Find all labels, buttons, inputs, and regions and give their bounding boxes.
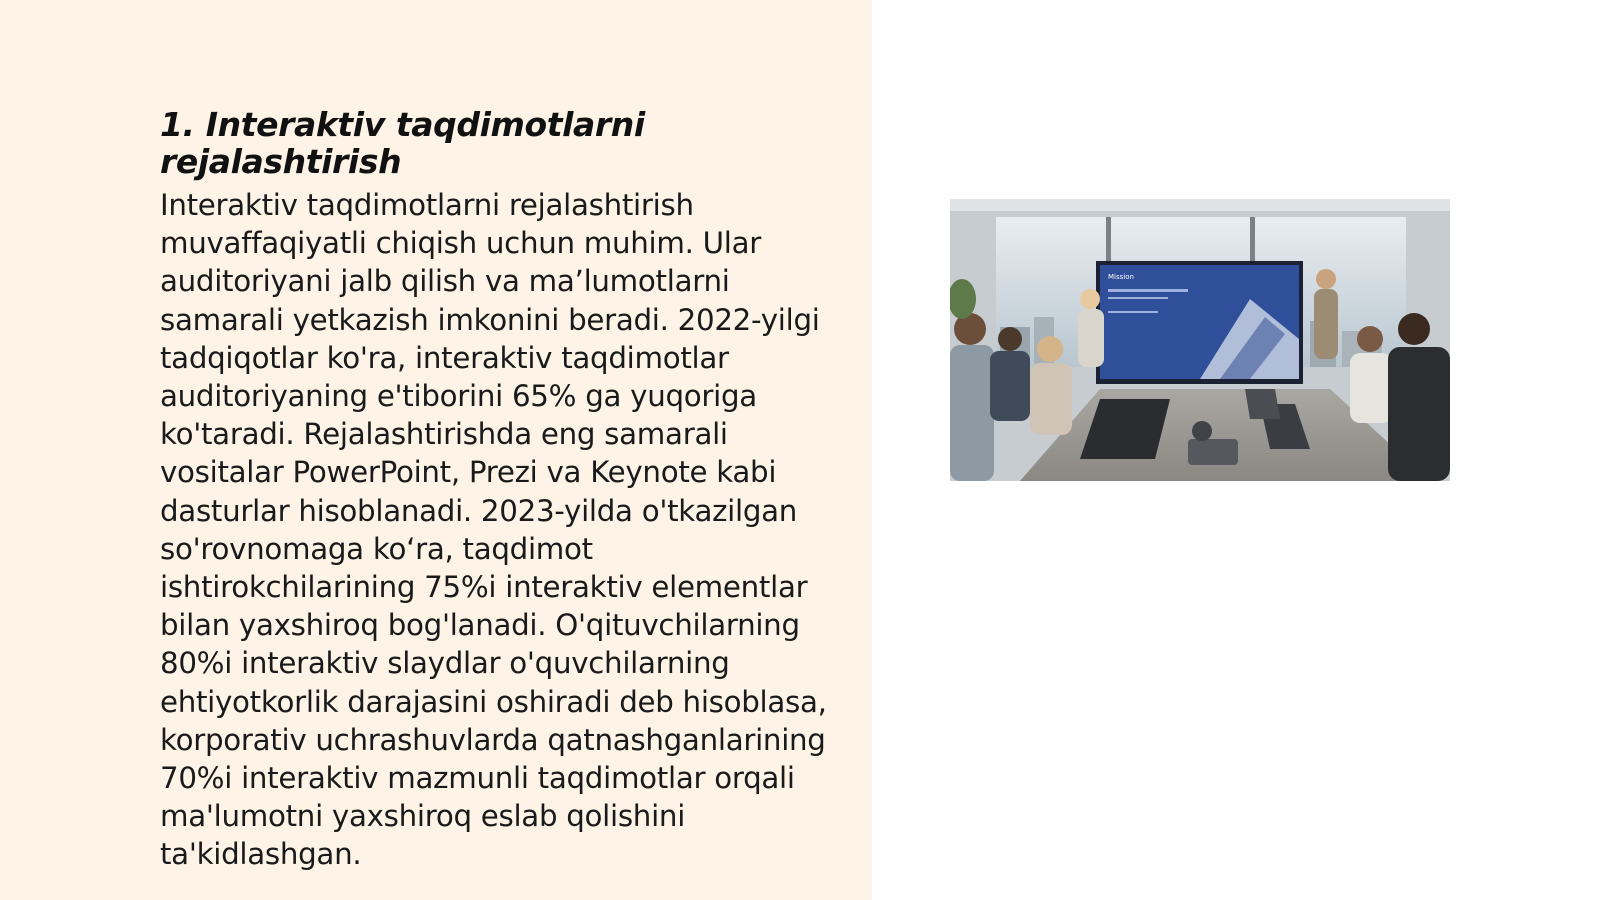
screen-heading: Mission — [1108, 273, 1134, 281]
slide-body-text: Interaktiv taqdimotlarni rejalashtirish muvaffaqiyatli chiqish uchun muhim. Ular auditoriyani jalb qilish va ma’lumotlarni samarali yetkazish imkonini beradi. 2022-yilgi tadqiqotlar ko'ra, interaktiv taqdimotlar auditoriyaning e'tiborini 65% ga yuqoriga ko'taradi. Rejalashtirishda eng samarali vositalar PowerPoint, Prezi va Keynote kabi dasturlar hisoblanadi. 2023-yilda o'tkazilgan so'rovnomaga koʻra, taqdimot ishtirokchilarining 75%i interaktiv elementlar bilan yaxshiroq bog'lanadi. O'qituvchilarning 80%i interaktiv slaydlar o'quvchilarning ehtiyotkorlik darajasini oshiradi deb hisoblasa, korporativ uchrashuvlarda qatnashganlarining 70%i interaktiv mazmunli taqdimotlar orqali ma'lumotni yaxshiroq eslab qolishini ta'kidlashgan. — [160, 188, 827, 872]
slide-title: 1. Interaktiv taqdimotlarni rejalashtirish — [160, 105, 645, 181]
meeting-photo-illustration — [950, 199, 1450, 481]
meeting-photo — [950, 199, 1450, 481]
